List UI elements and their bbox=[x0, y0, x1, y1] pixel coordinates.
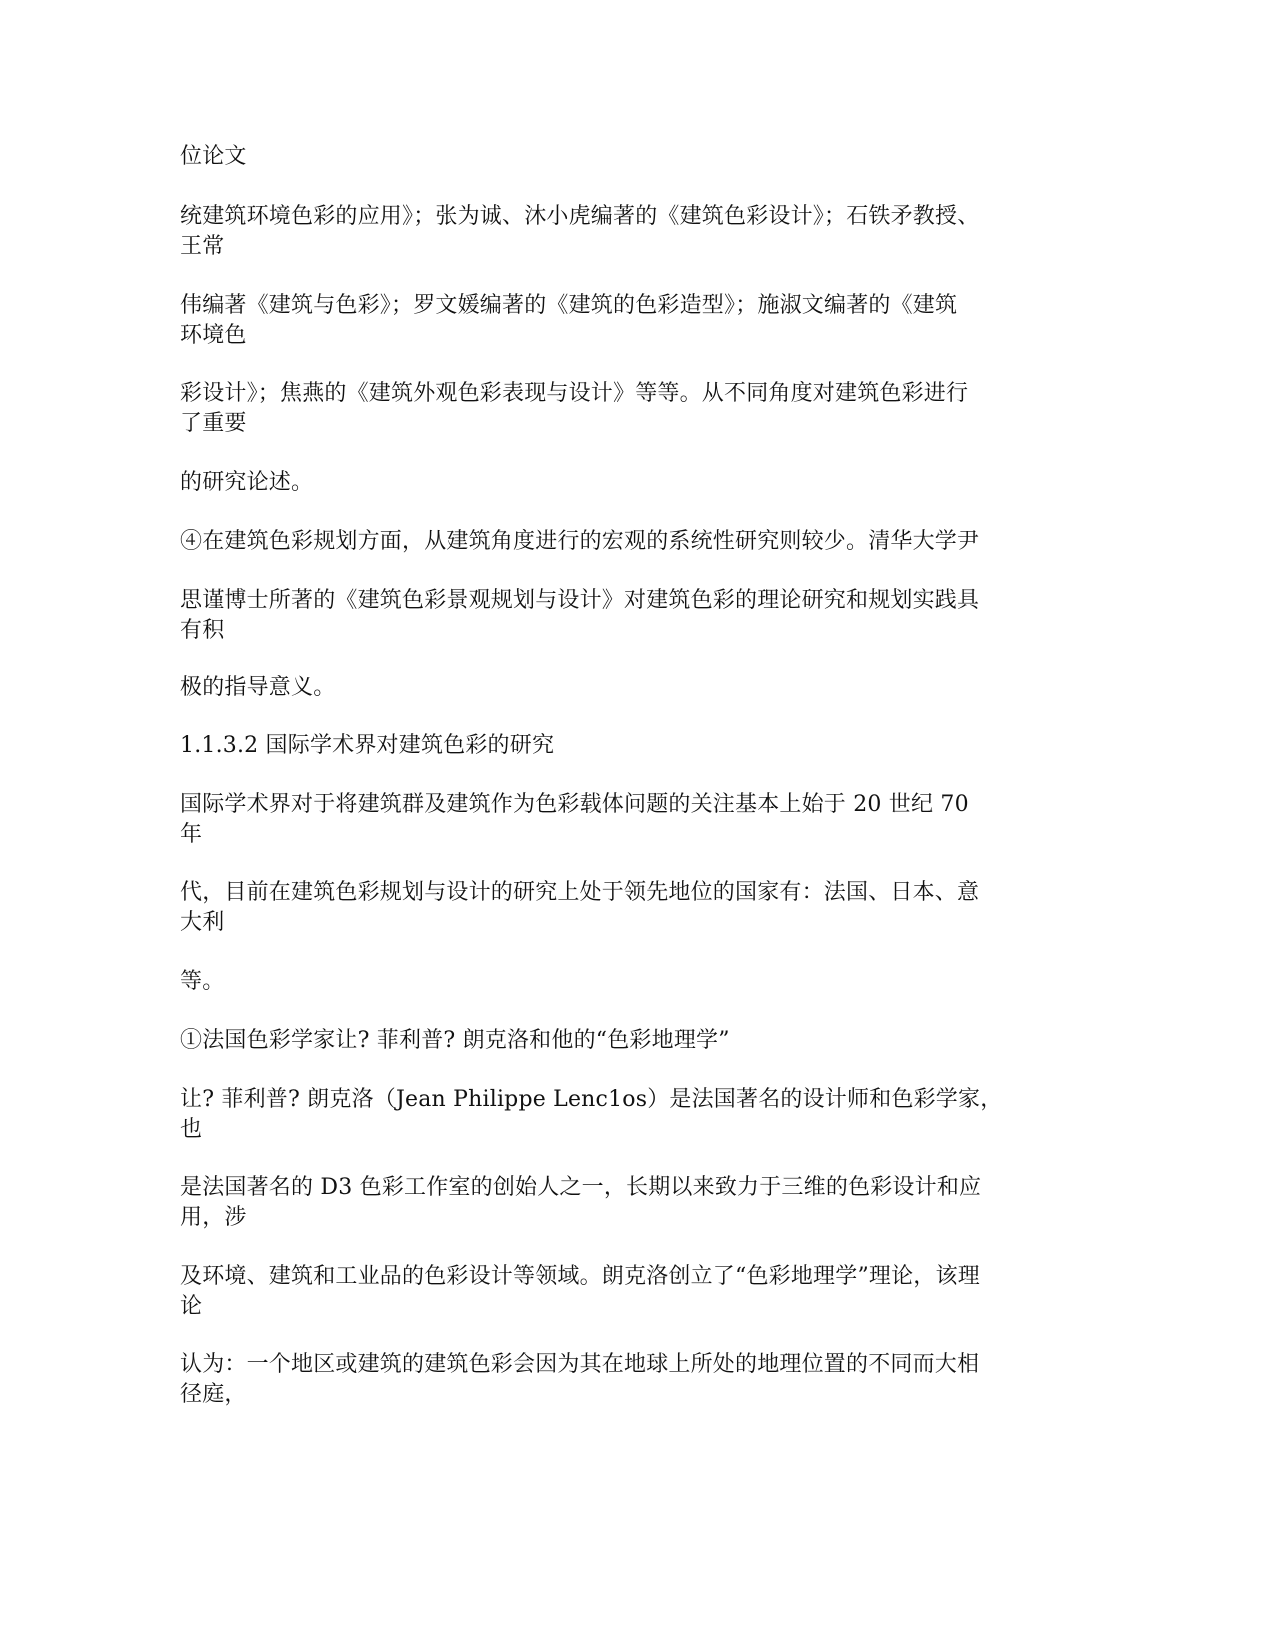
text-line: 代，目前在建筑色彩规划与设计的研究上处于领先地位的国家有：法国、日本、意 bbox=[180, 880, 980, 905]
text-line: 彩设计》；焦燕的《建筑外观色彩表现与设计》等等。从不同角度对建筑色彩进行 bbox=[180, 381, 969, 406]
paragraph-8 bbox=[180, 673, 1040, 703]
text-line: 也 bbox=[180, 1117, 203, 1142]
paragraph-3 bbox=[180, 291, 1040, 351]
text-line: 径庭， bbox=[180, 1382, 247, 1407]
text-line: 大利 bbox=[180, 910, 225, 935]
text-line: 等。 bbox=[180, 969, 225, 994]
paragraph-7 bbox=[180, 586, 1040, 646]
paragraph-5 bbox=[180, 468, 1040, 498]
paragraph-4 bbox=[180, 379, 1040, 439]
text-line: 思谨博士所著的《建筑色彩景观规划与设计》对建筑色彩的理论研究和规划实践具 bbox=[180, 588, 980, 613]
text-line: 论 bbox=[180, 1294, 203, 1319]
text-line: 有积 bbox=[180, 618, 225, 643]
text-line: 让? 菲利普? 朗克洛（Jean Philippe Lenc1os）是法国著名的设计师和色彩学家， bbox=[180, 1087, 1003, 1112]
paragraph-2 bbox=[180, 202, 1040, 262]
text-line: 王常 bbox=[180, 234, 225, 259]
paragraph-6 bbox=[180, 527, 1040, 557]
paragraph-11 bbox=[180, 878, 1040, 938]
text-line: 年 bbox=[180, 822, 203, 847]
paragraph-17 bbox=[180, 1350, 1040, 1410]
paragraph-10 bbox=[180, 790, 1040, 850]
heading-text: 1.1.3.2 国际学术界对建筑色彩的研究 bbox=[180, 733, 555, 758]
paragraph-16 bbox=[180, 1262, 1040, 1322]
paragraph-12 bbox=[180, 967, 1040, 997]
text-line: 认为：一个地区或建筑的建筑色彩会因为其在地球上所处的地理位置的不同而大相 bbox=[180, 1352, 980, 1377]
text-line: 伟编著《建筑与色彩》；罗文媛编著的《建筑的色彩造型》；施淑文编著的《建筑 bbox=[180, 293, 958, 318]
paragraph-13 bbox=[180, 1026, 1040, 1056]
text-line: 的研究论述。 bbox=[180, 470, 314, 495]
paragraph-1 bbox=[180, 142, 1040, 172]
text-line: 环境色 bbox=[180, 323, 247, 348]
text-line: 了重要 bbox=[180, 411, 247, 436]
text-line: ④在建筑色彩规划方面，从建筑角度进行的宏观的系统性研究则较少。清华大学尹 bbox=[180, 529, 980, 554]
paragraph-14 bbox=[180, 1085, 1040, 1145]
text-line: 极的指导意义。 bbox=[180, 675, 336, 700]
text-line: ①法国色彩学家让? 菲利普? 朗克洛和他的“色彩地理学” bbox=[180, 1028, 730, 1053]
text-line: 及环境、建筑和工业品的色彩设计等领域。朗克洛创立了“色彩地理学”理论，该理 bbox=[180, 1264, 980, 1289]
text-line: 是法国著名的 D3 色彩工作室的创始人之一，长期以来致力于三维的色彩设计和应 bbox=[180, 1175, 982, 1200]
text-line: 统建筑环境色彩的应用》；张为诚、沐小虎编著的《建筑色彩设计》；石铁矛教授、 bbox=[180, 204, 980, 229]
text-line: 位论文 bbox=[180, 144, 247, 169]
section-heading bbox=[180, 731, 1040, 761]
text-line: 国际学术界对于将建筑群及建筑作为色彩载体问题的关注基本上始于 20 世纪 70 bbox=[180, 792, 969, 817]
text-line: 用，涉 bbox=[180, 1205, 247, 1230]
paragraph-15 bbox=[180, 1173, 1040, 1233]
